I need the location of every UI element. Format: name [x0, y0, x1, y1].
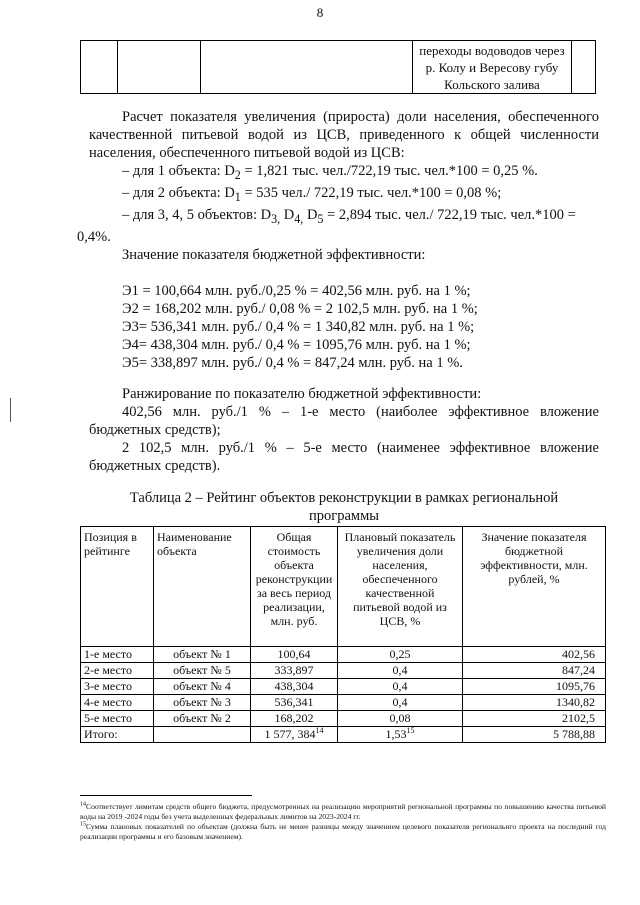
calc-text: D: [303, 206, 318, 223]
table-cell: [118, 41, 201, 94]
efficiency-line: Э2 = 168,202 млн. руб./ 0,08 % = 2 102,5 млн. руб. на 1 %;: [122, 301, 478, 317]
cell-line: р. Колу и Вересову губу: [425, 60, 559, 75]
table-row: [81, 711, 606, 727]
cell-line: Кольского залива: [444, 77, 540, 92]
header-name: Наименование объекта: [154, 527, 251, 647]
calc-sub: 3,: [271, 211, 281, 226]
cell-position: 2-е место: [81, 663, 154, 679]
caption-line: программы: [309, 508, 379, 524]
header-planned: Плановый показатель увеличения доли населения, обеспеченного качественной питьевой водой из ЦСВ, %: [338, 527, 463, 647]
efficiency-line: Э3= 536,341 млн. руб./ 0,4 % = 1 340,82 млн. руб. на 1 %;: [122, 319, 475, 335]
table-caption: [89, 489, 599, 525]
scan-margin-mark: [10, 398, 11, 422]
footnote-text: Соответствует лимитам средств общего бюджета, предусмотренных на реализацию мероприятий региональной программы по повышению качества питьевой воды на 2019 -2024 годы без учета выделенных федеральных лимитов на 2023-2024 гг.: [80, 802, 606, 821]
text-line: бюджетных средств).: [89, 458, 221, 474]
cell-total-label: Итого:: [81, 727, 154, 743]
section-heading: Значение показателя бюджетной эффективности:: [122, 247, 426, 263]
continued-table: [80, 40, 596, 94]
footnote-ref: 15: [406, 726, 415, 735]
footnotes: [80, 802, 606, 842]
total-cost-value: 1 577, 384: [264, 727, 316, 741]
header-position: Позиция в рейтинге: [81, 527, 154, 647]
header-efficiency: Значение показателя бюджетной эффективности, млн. рублей, %: [463, 527, 606, 647]
table-row: [81, 695, 606, 711]
table-row: [81, 647, 606, 663]
cell-name: объект № 5: [154, 663, 251, 679]
calc-text: D: [280, 206, 295, 223]
efficiency-line: Э1 = 100,664 млн. руб./0,25 % = 402,56 млн. руб. на 1 %;: [122, 283, 471, 299]
cell-efficiency: 847,24: [463, 663, 606, 679]
table-row: [81, 679, 606, 695]
cell-planned: 0,4: [338, 663, 463, 679]
table-cell: [201, 41, 413, 94]
efficiency-section: [89, 246, 599, 372]
text-line: Расчет показателя увеличения (прироста) доли населения, обеспеченного: [122, 109, 599, 125]
footnote-divider: [80, 795, 252, 796]
cell-cost: 438,304: [251, 679, 338, 695]
page-number: 8: [316, 5, 324, 20]
cell-name: объект № 3: [154, 695, 251, 711]
calc-text: – для 2 объекта: D: [122, 184, 235, 201]
table-cell: [413, 41, 572, 94]
cell-efficiency: 1340,82: [463, 695, 606, 711]
text-line: 402,56 млн. руб./1 % – 1-е место (наиболее эффективное вложение: [122, 404, 599, 420]
cell-total-efficiency: 5 788,88: [463, 727, 606, 743]
cell-efficiency: 1095,76: [463, 679, 606, 695]
calc-text: = 535 чел./ 722,19 тыс. чел.*100 = 0,08 %;: [240, 184, 502, 201]
rating-table: [80, 526, 606, 743]
footnote-14: [80, 802, 606, 822]
text-line: бюджетных средств);: [89, 422, 221, 438]
table-row: [81, 663, 606, 679]
section-heading: Ранжирование по показателю бюджетной эффективности:: [122, 386, 482, 402]
cell-empty: [154, 727, 251, 743]
cell-cost: 536,341: [251, 695, 338, 711]
cell-cost: 100,64: [251, 647, 338, 663]
cell-position: 3-е место: [81, 679, 154, 695]
table-cell: [572, 41, 596, 94]
cell-total-cost: [251, 727, 338, 743]
footnote-number: 15: [80, 821, 86, 828]
calc-sub: 1: [234, 189, 241, 204]
calc-sub: 2: [234, 167, 241, 182]
text-line: 2 102,5 млн. руб./1 % – 5-е место (наименее эффективное вложение: [122, 440, 599, 456]
cell-cost: 168,202: [251, 711, 338, 727]
table-total-row: [81, 727, 606, 743]
cell-planned: 0,4: [338, 679, 463, 695]
table-cell: [81, 41, 118, 94]
cell-position: 5-е место: [81, 711, 154, 727]
cell-efficiency: 402,56: [463, 647, 606, 663]
calc-object-345: [89, 206, 599, 228]
growth-calculation: [77, 108, 599, 246]
text-line: населения, обеспеченного питьевой водой из ЦСВ:: [89, 145, 405, 161]
text-line: качественной питьевой водой из ЦСВ, приведенного к общей численности: [89, 127, 599, 143]
efficiency-line: Э5= 338,897 млн. руб./ 0,4 % = 847,24 млн. руб. на 1 %.: [122, 355, 463, 371]
cell-position: 1-е место: [81, 647, 154, 663]
calc-sub: 5: [317, 211, 324, 226]
table-header-row: [81, 527, 606, 647]
cell-name: объект № 1: [154, 647, 251, 663]
caption-line: Таблица 2 – Рейтинг объектов реконструкции в рамках региональной: [129, 490, 559, 506]
cell-name: объект № 4: [154, 679, 251, 695]
cell-planned: 0,25: [338, 647, 463, 663]
calc-text: – для 3, 4, 5 объектов: D: [122, 206, 272, 223]
cell-name: объект № 2: [154, 711, 251, 727]
table-row: [81, 41, 596, 94]
header-cost: Общая стоимость объекта реконструкции за весь период реализации, млн. руб.: [251, 527, 338, 647]
cell-line: переходы водоводов через: [419, 43, 565, 58]
calc-text: = 2,894 тыс. чел./ 722,19 тыс. чел.*100 =: [323, 206, 576, 223]
cell-position: 4-е место: [81, 695, 154, 711]
efficiency-line: Э4= 438,304 млн. руб./ 0,4 % = 1095,76 млн. руб. на 1 %;: [122, 337, 471, 353]
total-planned-value: 1,53: [385, 727, 407, 741]
calc-text: – для 1 объекта: D: [122, 163, 235, 179]
calc-object-2: [89, 184, 599, 206]
calc-sub: 4,: [294, 211, 304, 226]
cell-efficiency: 2102,5: [463, 711, 606, 727]
ranking-section: [89, 385, 599, 475]
calc-object-1: [89, 162, 599, 184]
footnote-number: 14: [80, 801, 86, 808]
cell-planned: 0,08: [338, 711, 463, 727]
cell-total-planned: [338, 727, 463, 743]
footnote-ref: 14: [315, 726, 324, 735]
text-line: 0,4%.: [77, 228, 111, 245]
cell-cost: 333,897: [251, 663, 338, 679]
footnote-text: Сумма плановых показателей по объектам (должна быть не менее разницы между значением целевого показателя региональнго проекта на последний год реализации программы и его базовым значением).: [80, 822, 606, 841]
footnote-15: [80, 822, 606, 842]
calc-text: = 1,821 тыс. чел./722,19 тыс. чел.*100 = 0,25 %.: [240, 163, 538, 179]
cell-planned: 0,4: [338, 695, 463, 711]
